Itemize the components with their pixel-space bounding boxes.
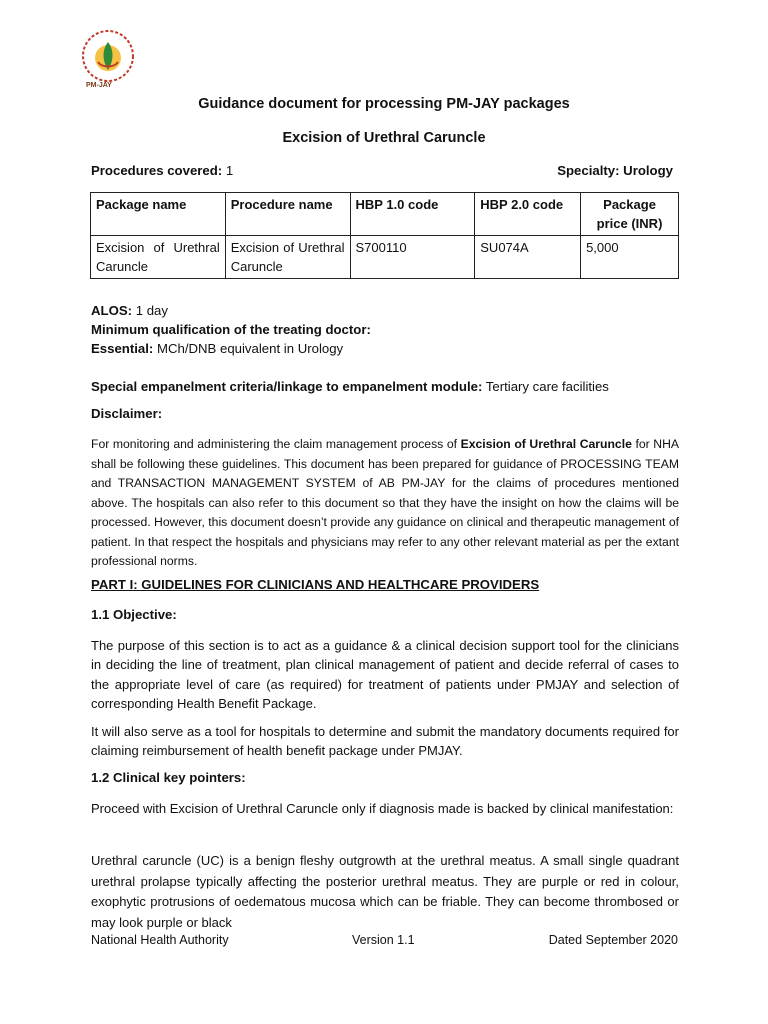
specialty-value: Urology — [623, 163, 673, 178]
cell-hbp1-code: S700110 — [350, 236, 475, 279]
clinical-pointers-paragraph-1: Proceed with Excision of Urethral Caruncle only if diagnosis made is backed by clinical manifestation: — [91, 801, 674, 816]
disclaimer-text-before: For monitoring and administering the claim management process of — [91, 437, 458, 451]
document-subtitle: Excision of Urethral Caruncle — [282, 130, 486, 146]
pmjay-emblem-icon — [80, 28, 136, 84]
details-block — [91, 301, 679, 358]
alos-value: 1 day — [135, 303, 168, 318]
special-empanelment-value: Tertiary care facilities — [485, 379, 609, 394]
objective-paragraph-1: The purpose of this section is to act as a guidance & a clinical decision support tool for the clinicians in deciding the line of treatment, plan clinical management of patient and decide referral of cases to the appropriate level of care (as required) for treatment of patients under PMJAY and selection of corresponding Health Benefit Package. — [91, 638, 679, 711]
disclaimer-heading: Disclaimer: — [91, 406, 163, 421]
cell-package-name: Excision of Urethral Caruncle — [91, 236, 226, 279]
footer-version: Version 1.1 — [352, 933, 415, 947]
package-table — [90, 192, 679, 279]
essential-label: Essential: — [91, 341, 154, 356]
special-empanelment-label: Special empanelment criteria/linkage to empanelment module: — [91, 379, 483, 394]
cell-package-price: 5,000 — [581, 236, 679, 279]
header-package-name: Package name — [91, 193, 226, 236]
disclaimer-text-after: for NHA shall be following these guidelines. This document has been prepared for guidance of PROCESSING TEAM and TRANSACTION MANAGEMENT SYSTEM of AB PM-JAY for the claims of procedures mentioned above. The hospitals can also refer to this document so that they have the insight on how the claims will be processed. However, this document doesn’t provide any guidance on clinical and therapeutic management of patient. In that respect the hospitals and physicians may refer to any other relevant material as per the extant professional norms. — [91, 437, 680, 568]
procedures-value: 1 — [225, 163, 234, 178]
min-qualification-label: Minimum qualification of the treating doctor: — [91, 322, 371, 337]
cell-procedure-name: Excision of Urethral Caruncle — [225, 236, 350, 279]
logo-caption: PM-JAY — [86, 82, 112, 89]
essential-value: MCh/DNB equivalent in Urology — [156, 341, 344, 356]
header-hbp2-code: HBP 2.0 code — [475, 193, 581, 236]
header-package-price: Package price (INR) — [581, 193, 679, 236]
header-hbp1-code: HBP 1.0 code — [350, 193, 475, 236]
specialty-label: Specialty: — [557, 163, 620, 178]
special-empanelment — [91, 377, 679, 396]
footer-date: Dated September 2020 — [548, 933, 678, 947]
disclaimer-text-bold: Excision of Urethral Caruncle — [460, 437, 632, 451]
procedures-label: Procedures covered: — [91, 163, 223, 178]
clinical-pointers-paragraph-2: Urethral caruncle (UC) is a benign fleshy outgrowth at the urethral meatus. A small single quadrant urethral prolapse typically affecting the posterior urethral meatus. They are purple or red in colour, exophytic protrusions of oedematous mucosa which can be friable. They can become thrombosed or may look purple or black — [91, 853, 679, 930]
document-title: Guidance document for processing PM-JAY packages — [198, 96, 570, 112]
objective-heading: 1.1 Objective: — [91, 607, 177, 622]
alos-line — [91, 301, 679, 320]
cell-hbp2-code: SU074A — [475, 236, 581, 279]
table-header-row — [91, 193, 679, 236]
procedures-covered — [91, 163, 233, 178]
specialty — [557, 163, 673, 178]
alos-label: ALOS: — [91, 303, 133, 318]
footer-org: National Health Authority — [91, 933, 229, 947]
objective-paragraph-2: It will also serve as a tool for hospitals to determine and submit the mandatory documents required for claiming reimbursement of health benefit package under PMJAY. — [91, 724, 679, 759]
essential-line — [91, 339, 679, 358]
header-procedure-name: Procedure name — [225, 193, 350, 236]
table-row — [91, 236, 679, 279]
min-qualification — [91, 320, 679, 339]
disclaimer-text — [91, 435, 679, 572]
clinical-pointers-heading: 1.2 Clinical key pointers: — [91, 770, 246, 785]
part1-heading: PART I: GUIDELINES FOR CLINICIANS AND HEALTHCARE PROVIDERS — [91, 577, 540, 592]
